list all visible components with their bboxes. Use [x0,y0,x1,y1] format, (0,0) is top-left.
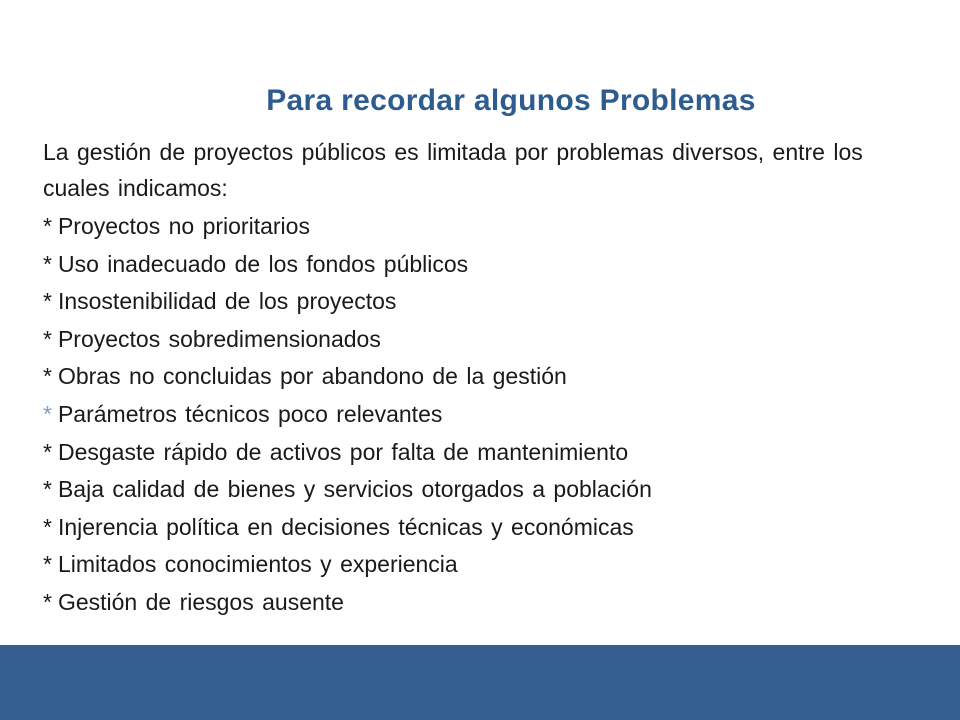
list-item-text: Limitados conocimientos y experiencia [57,551,458,578]
bullet-marker: * [43,400,52,427]
slide-title: Para recordar algunos Problemas [266,84,756,117]
problem-list [43,208,652,622]
bullet-marker: * [43,288,52,315]
bullet-marker: * [43,363,52,390]
bullet-marker: * [43,551,52,578]
list-item [43,471,652,509]
list-item-text: Insostenibilidad de los proyectos [57,288,397,315]
list-item [43,321,652,359]
list-item [43,546,652,584]
bullet-marker: * [43,213,52,239]
list-item-text: Baja calidad de bienes y servicios otorgados a población [57,476,652,503]
list-item-text: Injerencia política en decisiones técnicas y económicas [57,513,634,540]
list-item-text: Gestión de riesgos ausente [57,588,344,615]
list-item-text: Uso inadecuado de los fondos públicos [57,250,469,277]
list-item-text: Parámetros técnicos poco relevantes [57,400,443,427]
bullet-marker: * [43,588,52,615]
list-item [43,358,652,396]
intro-paragraph: La gestión de proyectos públicos es limitada por problemas diversos, entre los cuales indicamos: [43,139,863,201]
list-item [43,208,652,246]
list-item-text: Proyectos no prioritarios [57,213,310,239]
bullet-marker: * [43,476,52,503]
list-item-text: Desgaste rápido de activos por falta de mantenimiento [57,438,629,465]
bullet-marker: * [43,513,52,540]
bullet-marker: * [43,438,52,465]
list-item [43,584,652,622]
list-item [43,509,652,547]
list-item [43,396,652,434]
bullet-marker: * [43,325,52,352]
list-item [43,434,652,472]
list-item [43,283,652,321]
footer-band [0,645,960,720]
list-item-text: Obras no concluidas por abandono de la gestión [57,363,567,390]
list-item-text: Proyectos sobredimensionados [57,325,381,352]
bullet-marker: * [43,250,52,277]
list-item [43,246,652,284]
